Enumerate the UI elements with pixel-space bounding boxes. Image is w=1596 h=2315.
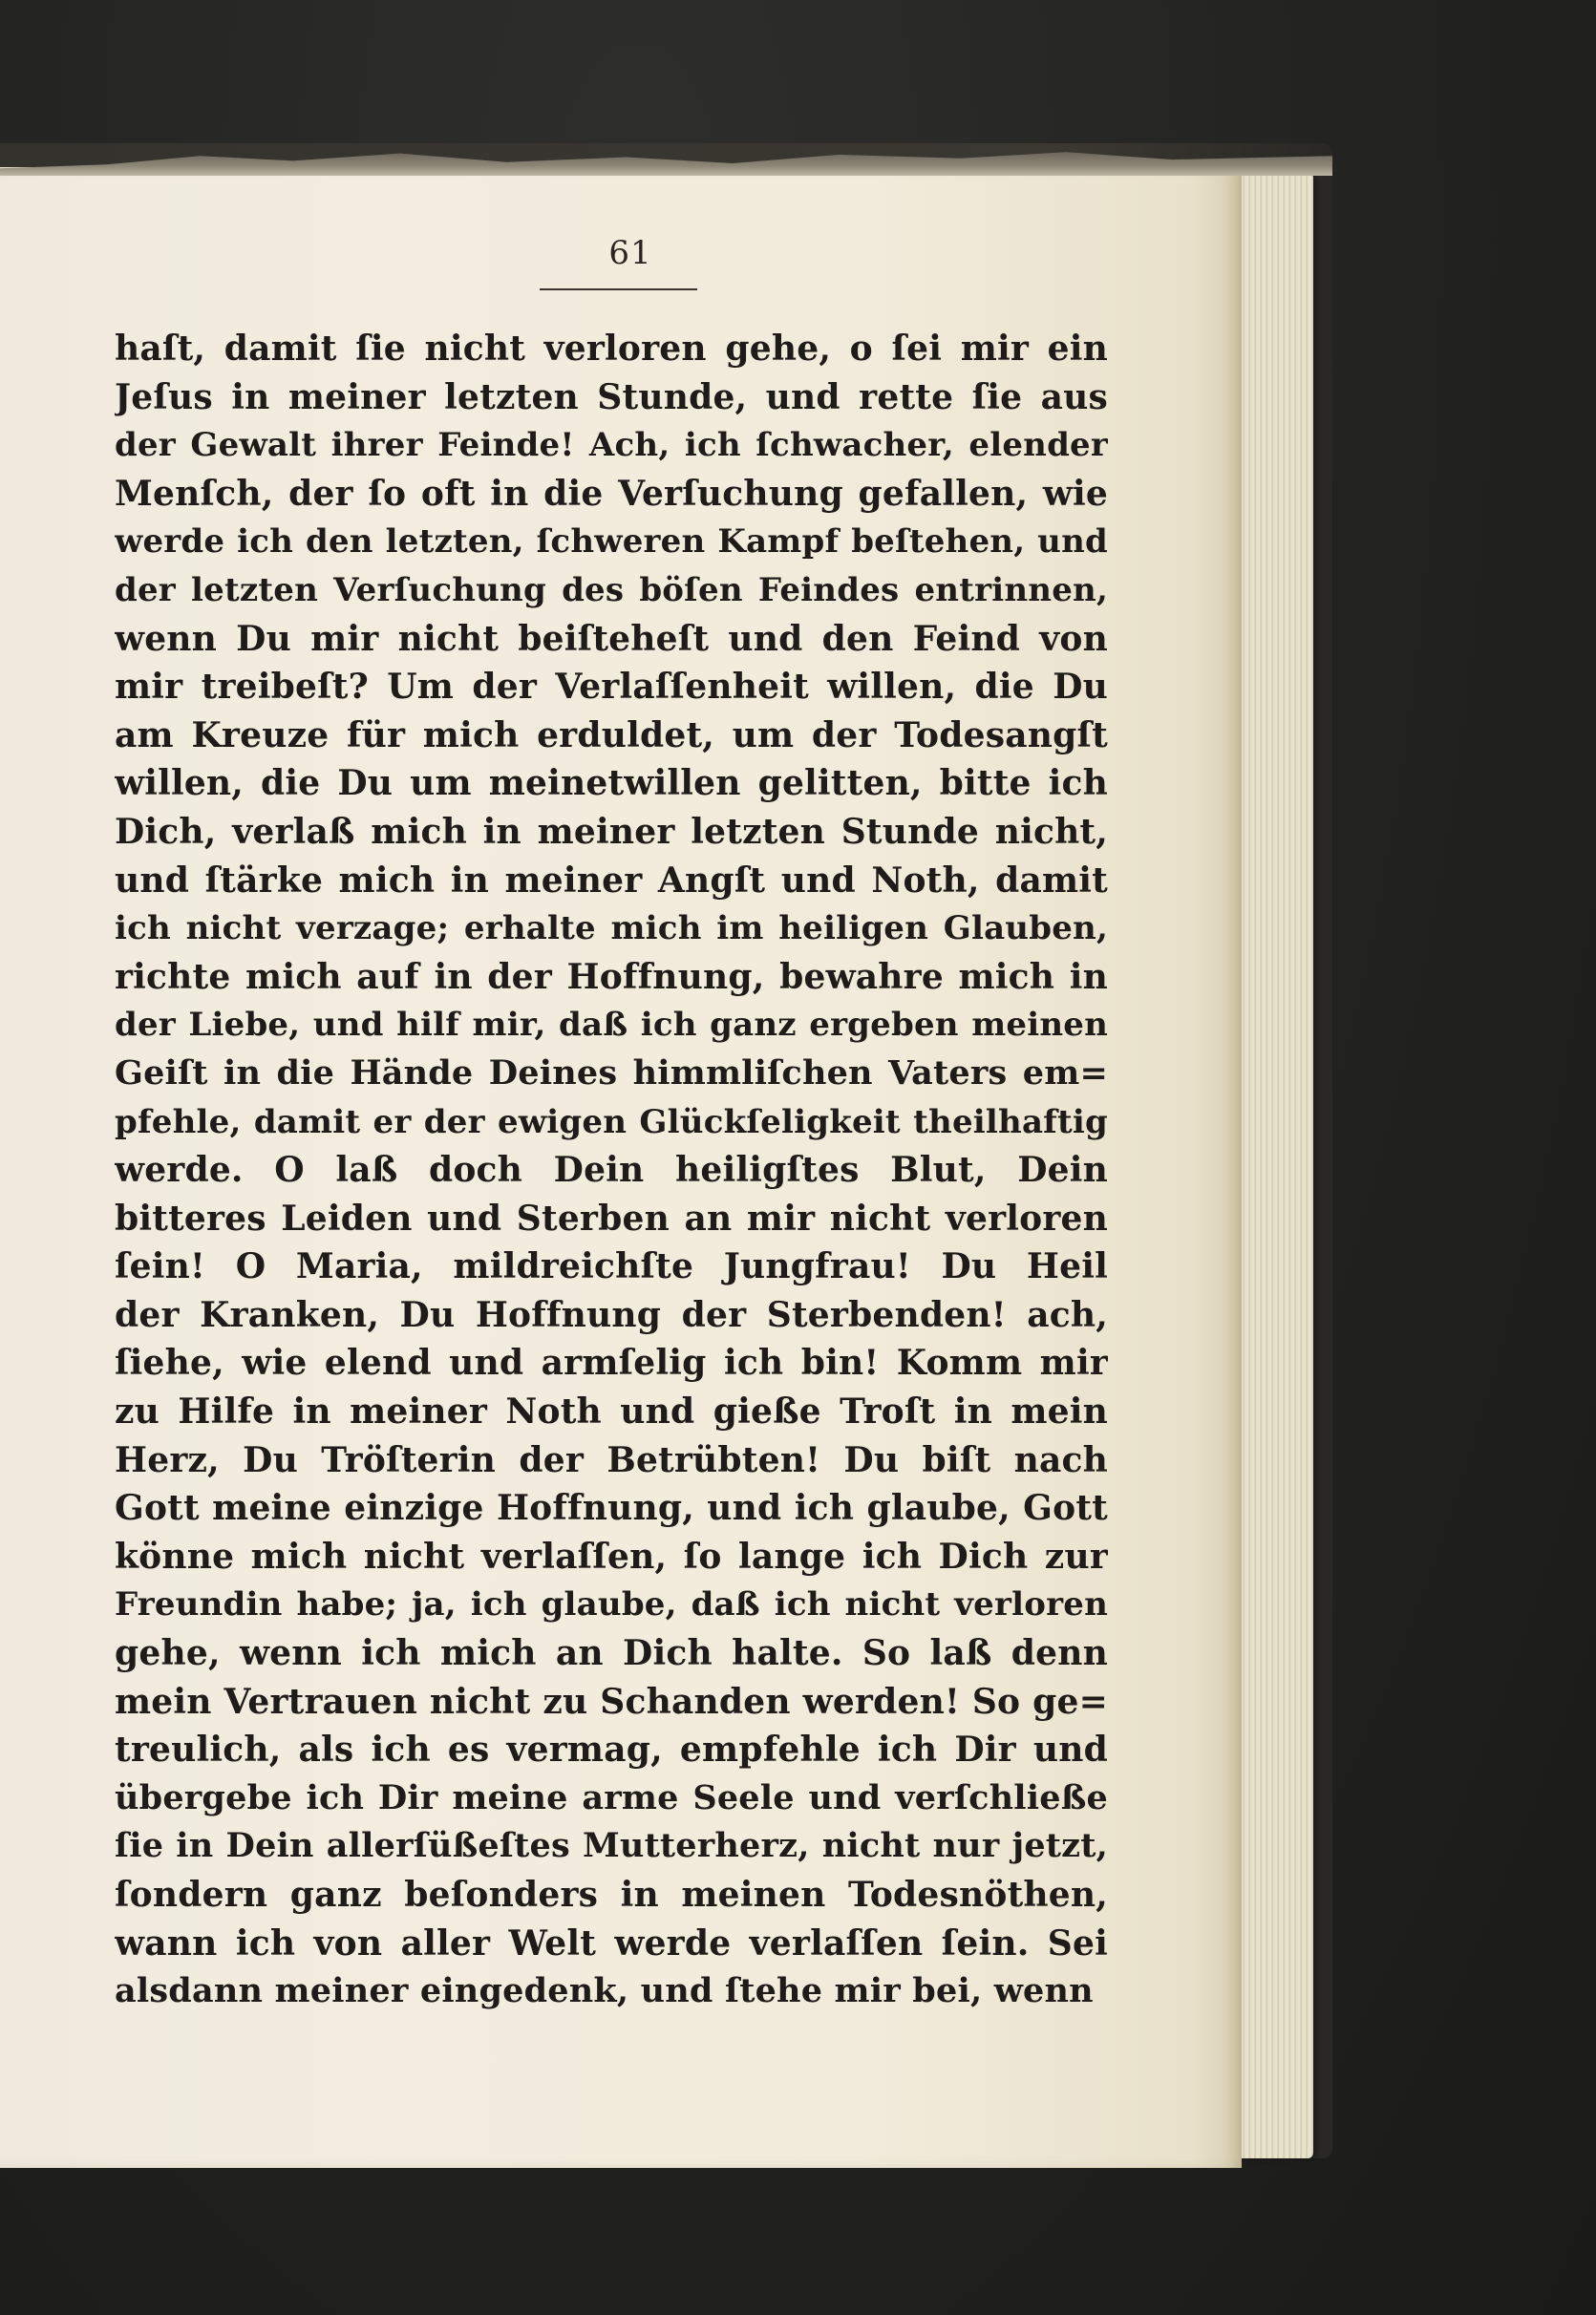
text-line: werde. O laß doch Dein heiligſtes Blut, Dein xyxy=(115,1150,1108,1191)
text-line: mein Vertrauen nicht zu Schanden werden! So ge= xyxy=(115,1681,1108,1722)
text-line: übergebe ich Dir meine arme Seele und verſchließe xyxy=(115,1777,1108,1817)
text-line: der Liebe, und hilf mir, daß ich ganz ergeben meinen xyxy=(115,1006,1108,1045)
text-line: könne mich nicht verlaſſen, ſo lange ich Dich zur xyxy=(115,1536,1108,1577)
text-line: bitteres Leiden und Sterben an mir nicht verloren xyxy=(115,1198,1108,1239)
text-line: Gott meine einzige Hoffnung, und ich glaube, Gott xyxy=(115,1488,1108,1529)
text-line: der Gewalt ihrer Feinde! Ach, ich ſchwacher, elender xyxy=(115,426,1108,465)
text-line: ich nicht verzage; erhalte mich im heiligen Glauben, xyxy=(115,909,1108,948)
text-line: Freundin habe; ja, ich glaube, daß ich nicht verloren xyxy=(115,1585,1108,1625)
text-line: werde ich den letzten, ſchweren Kampf beſtehen, und xyxy=(115,522,1108,562)
text-line: ſie in Dein allerſüßeſtes Mutterherz, nicht nur jetzt, xyxy=(115,1826,1108,1866)
text-line: der Kranken, Du Hoffnung der Sterbenden! ach, xyxy=(115,1294,1108,1335)
text-line: gehe, wenn ich mich an Dich halte. So laß denn xyxy=(115,1633,1108,1674)
text-line: der letzten Verſuchung des böſen Feindes entrinnen, xyxy=(115,570,1108,609)
text-line: wenn Du mir nicht beiſteheſt und den Feind von xyxy=(115,618,1108,659)
text-line: ſein! O Maria, mildreichſte Jungfrau! Du Heil xyxy=(115,1246,1108,1287)
text-line: Geiſt in die Hände Deines himmliſchen Vaters em= xyxy=(115,1052,1108,1093)
text-line: ſiehe, wie elend und armſelig ich bin! Komm mir xyxy=(115,1343,1108,1384)
text-line: wann ich von aller Welt werde verlaſſen ſein. Sei xyxy=(115,1922,1108,1964)
body-text xyxy=(115,325,1108,2016)
text-line: Menſch, der ſo oft in die Verſuchung gefallen, wie xyxy=(115,473,1108,514)
text-line: Herz, Du Tröſterin der Betrübten! Du biſt nach xyxy=(115,1439,1108,1480)
text-line: Dich, verlaß mich in meiner letzten Stunde nicht, xyxy=(115,811,1108,852)
text-line: Jeſus in meiner letzten Stunde, und rette ſie aus xyxy=(115,376,1108,417)
text-line: treulich, als ich es vermag, empfehle ich Dir und xyxy=(115,1730,1108,1771)
text-line: ſondern ganz beſonders in meinen Todesnöthen, xyxy=(115,1875,1108,1915)
text-line: haſt, damit ſie nicht verloren gehe, o ſei mir ein xyxy=(115,329,1108,369)
text-line: alsdann meiner eingedenk, und ſtehe mir bei, wenn xyxy=(115,1971,1094,2011)
page-number: 61 xyxy=(608,234,652,272)
page-number-rule xyxy=(540,288,697,290)
text-line: richte mich auf in der Hoffnung, bewahre mich in xyxy=(115,956,1108,997)
text-line: mir treibeſt? Um der Verlaſſenheit willen, die Du xyxy=(115,667,1108,708)
text-line: am Kreuze für mich erduldet, um der Todesangſt xyxy=(115,714,1108,755)
text-line: zu Hilfe in meiner Noth und gieße Troſt in mein xyxy=(115,1391,1108,1433)
text-line: willen, die Du um meinetwillen gelitten, bitte ich xyxy=(115,763,1108,804)
text-line: und ſtärke mich in meiner Angſt und Noth, damit xyxy=(115,860,1108,901)
text-line: pfehle, damit er der ewigen Glückſeligkeit theilhaftig xyxy=(115,1102,1108,1141)
